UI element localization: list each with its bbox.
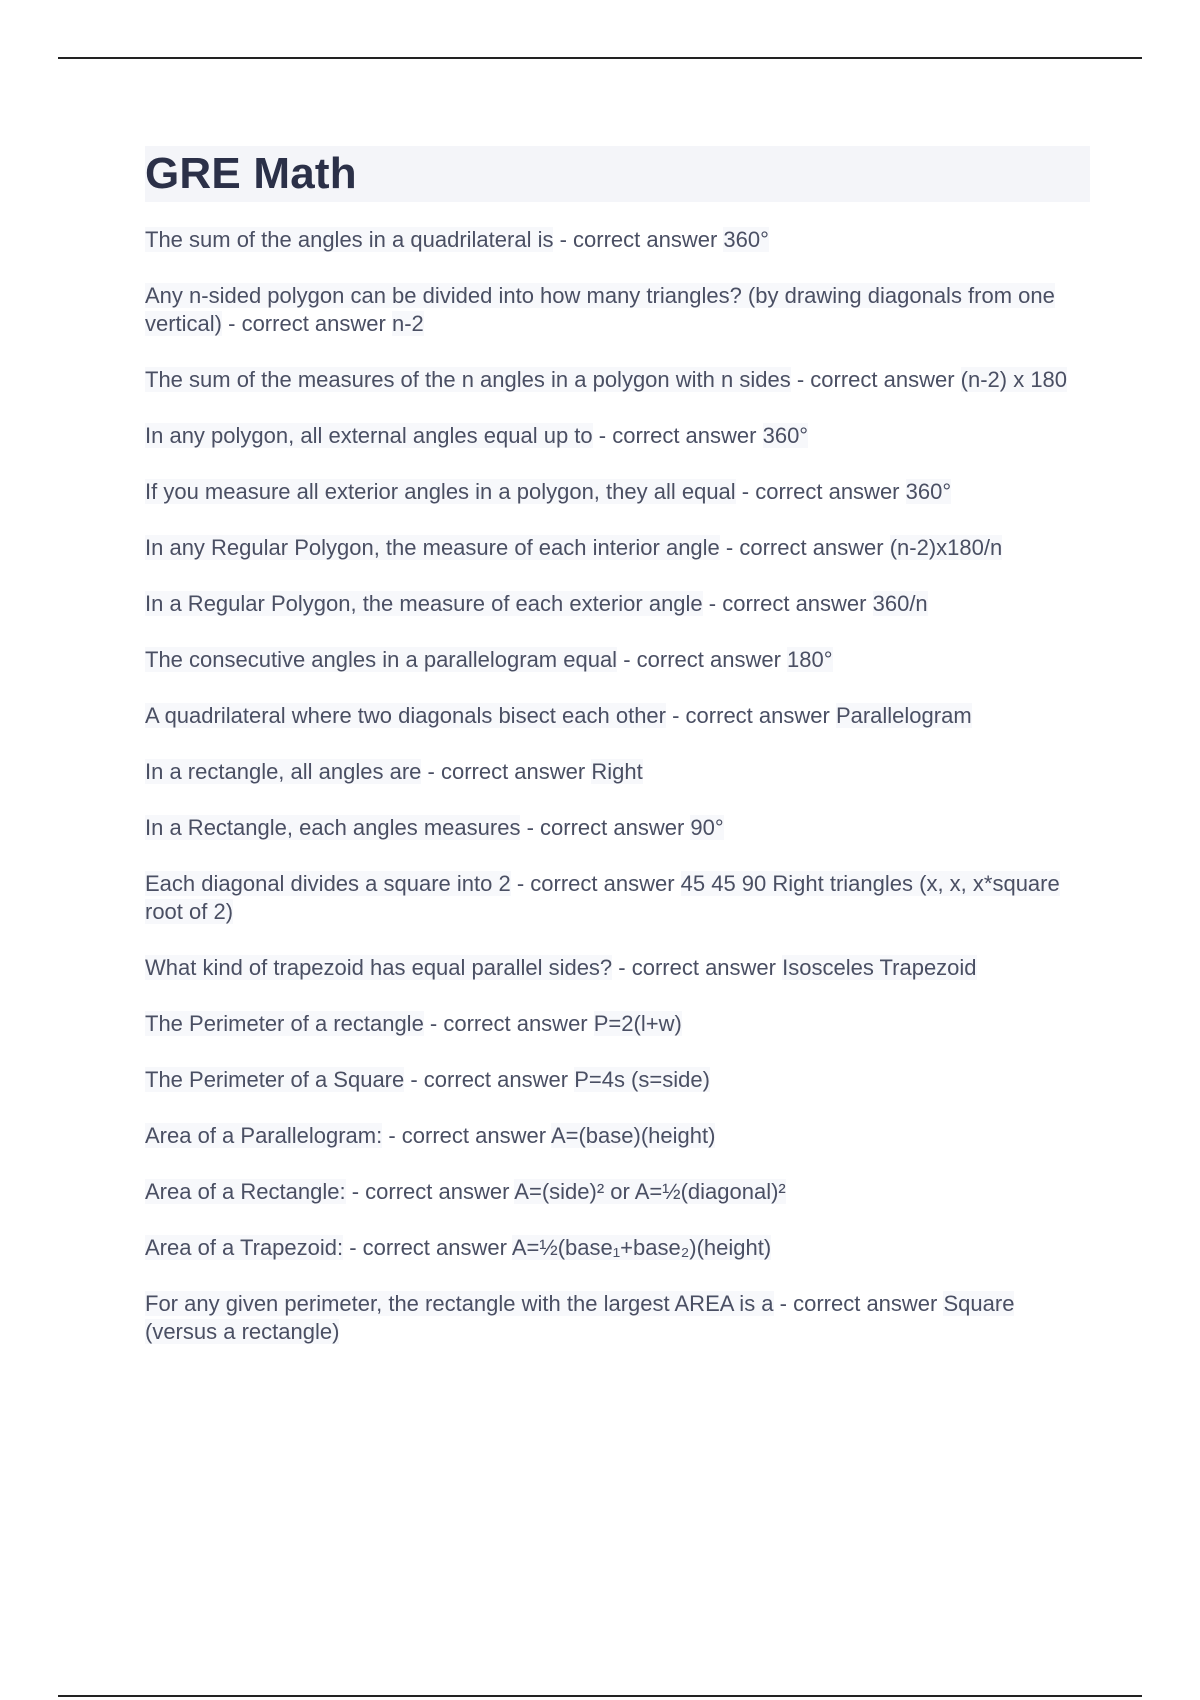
- question-text: In any polygon, all external angles equal up to: [145, 423, 593, 448]
- answer-separator: - correct answer: [553, 227, 724, 252]
- answer-separator: - correct answer: [612, 955, 783, 980]
- answer-separator: - correct answer: [790, 367, 961, 392]
- answer-text: Parallelogram: [835, 703, 972, 728]
- qa-item: [145, 1290, 1090, 1346]
- answer-text: (n-2) x 180: [960, 367, 1068, 392]
- qa-item: [145, 422, 1090, 450]
- footer-rule: [58, 1695, 1142, 1697]
- qa-item: [145, 366, 1090, 394]
- question-text: Each diagonal divides a square into 2: [145, 871, 511, 896]
- qa-item: [145, 590, 1090, 618]
- answer-text: P=4s (s=side): [574, 1067, 710, 1092]
- answer-separator: - correct answer: [617, 647, 788, 672]
- question-text: The Perimeter of a Square: [145, 1067, 405, 1092]
- document-body: [145, 146, 1090, 1374]
- question-text: For any given perimeter, the rectangle with the largest AREA is a: [145, 1291, 774, 1316]
- answer-text: 90°: [690, 815, 724, 840]
- question-text: In any Regular Polygon, the measure of each interior angle: [145, 535, 720, 560]
- qa-item: [145, 282, 1090, 338]
- answer-separator: - correct answer: [719, 535, 890, 560]
- answer-separator: - correct answer: [666, 703, 836, 728]
- question-text: Any n-sided polygon can be divided into how many triangles? (by drawing diagonals from one vertical): [145, 283, 1055, 336]
- answer-separator: - correct answer: [421, 759, 592, 784]
- question-text: The consecutive angles in a parallelogram equal: [145, 647, 618, 672]
- answer-text: 360°: [762, 423, 809, 448]
- question-text: If you measure all exterior angles in a polygon, they all equal: [145, 479, 736, 504]
- header-rule: [58, 57, 1142, 59]
- question-text: What kind of trapezoid has equal parallel sides?: [145, 955, 613, 980]
- qa-item: [145, 226, 1090, 254]
- answer-separator: - correct answer: [702, 591, 873, 616]
- qa-item: [145, 702, 1090, 730]
- answer-separator: - correct answer: [773, 1291, 944, 1316]
- answer-separator: - correct answer: [510, 871, 681, 896]
- answer-text: Isosceles Trapezoid: [782, 955, 977, 980]
- answer-text: 45 45 90 Right triangles (x, x, x*square root of 2): [145, 871, 1060, 924]
- answer-separator: - correct answer: [345, 1179, 515, 1204]
- answer-text: A=(base)(height): [550, 1123, 716, 1148]
- answer-text: A=(side)² or A=½(diagonal)²: [514, 1179, 786, 1204]
- document-title: GRE Math: [145, 149, 357, 198]
- title-band: [145, 146, 1090, 202]
- qa-item: [145, 870, 1090, 926]
- answer-text: Right: [591, 759, 643, 784]
- qa-list: [145, 226, 1090, 1346]
- question-text: The Perimeter of a rectangle: [145, 1011, 424, 1036]
- answer-separator: - correct answer: [735, 479, 906, 504]
- answer-text: 360/n: [872, 591, 928, 616]
- answer-separator: - correct answer: [592, 423, 763, 448]
- answer-text: 180°: [787, 647, 833, 672]
- qa-item: [145, 814, 1090, 842]
- answer-text: A=½(base₁+base₂)(height): [511, 1235, 772, 1260]
- answer-separator: - correct answer: [520, 815, 691, 840]
- answer-separator: - correct answer: [382, 1123, 551, 1148]
- question-text: The sum of the measures of the n angles in a polygon with n sides: [145, 367, 791, 392]
- question-text: The sum of the angles in a quadrilateral is: [145, 227, 554, 252]
- answer-text: P=2(l+w): [593, 1011, 682, 1036]
- question-text: Area of a Parallelogram:: [145, 1123, 383, 1148]
- answer-text: n-2: [391, 311, 424, 336]
- qa-item: [145, 954, 1090, 982]
- answer-text: Square (versus a rectangle): [145, 1291, 1015, 1344]
- qa-item: [145, 1234, 1090, 1262]
- answer-text: (n-2)x180/n: [889, 535, 1003, 560]
- question-text: In a Regular Polygon, the measure of each exterior angle: [145, 591, 703, 616]
- answer-text: 360°: [905, 479, 952, 504]
- qa-item: [145, 1066, 1090, 1094]
- answer-separator: - correct answer: [222, 311, 392, 336]
- qa-item: [145, 1010, 1090, 1038]
- question-text: In a rectangle, all angles are: [145, 759, 422, 784]
- answer-text: 360°: [723, 227, 769, 252]
- qa-item: [145, 646, 1090, 674]
- answer-separator: - correct answer: [404, 1067, 575, 1092]
- qa-item: [145, 534, 1090, 562]
- qa-item: [145, 478, 1090, 506]
- question-text: Area of a Rectangle:: [145, 1179, 346, 1204]
- qa-item: [145, 758, 1090, 786]
- qa-item: [145, 1178, 1090, 1206]
- question-text: Area of a Trapezoid:: [145, 1235, 344, 1260]
- answer-separator: - correct answer: [343, 1235, 512, 1260]
- question-text: In a Rectangle, each angles measures: [145, 815, 521, 840]
- qa-item: [145, 1122, 1090, 1150]
- answer-separator: - correct answer: [423, 1011, 594, 1036]
- question-text: A quadrilateral where two diagonals bisect each other: [145, 703, 666, 728]
